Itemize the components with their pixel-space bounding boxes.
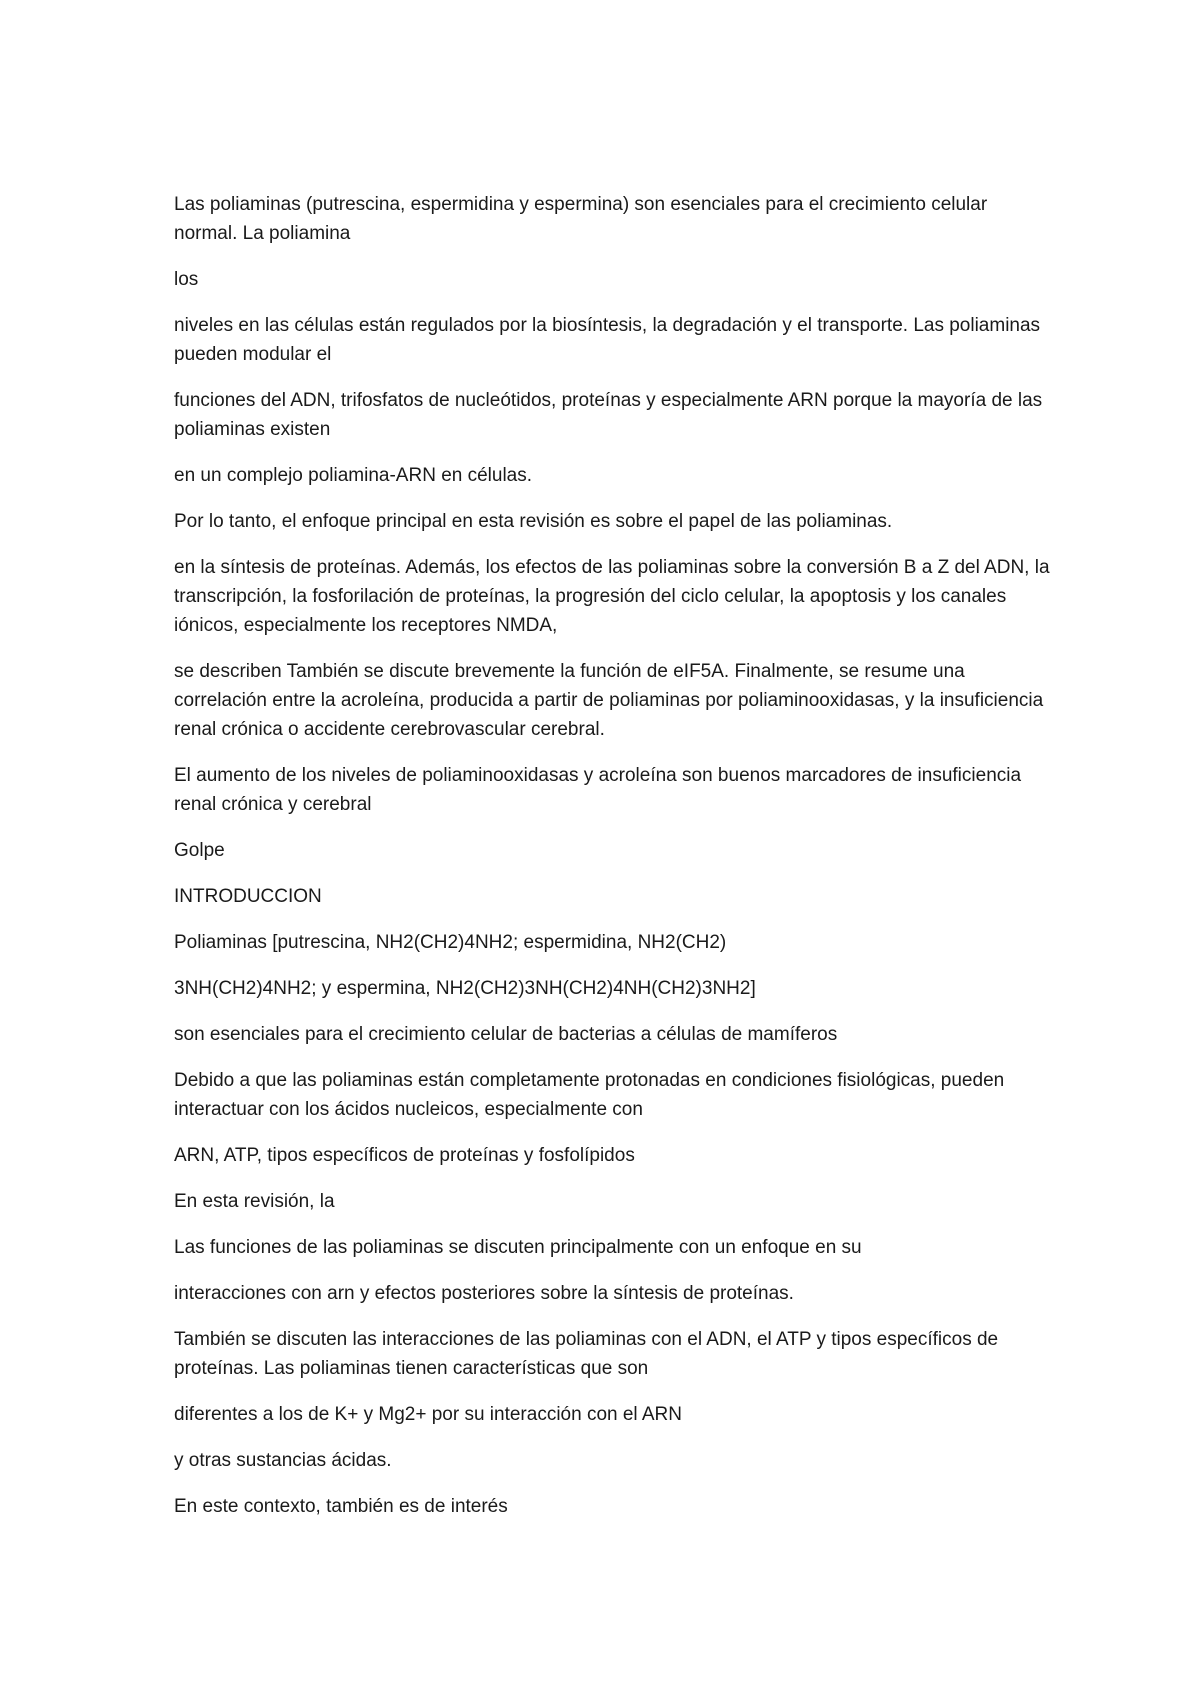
paragraph-17: En esta revisión, la bbox=[174, 1191, 335, 1212]
paragraph-18: Las funciones de las poliaminas se discuten principalmente con un enfoque en su bbox=[174, 1237, 862, 1258]
paragraph-6: Por lo tanto, el enfoque principal en esta revisión es sobre el papel de las poliaminas. bbox=[174, 511, 893, 532]
paragraph-4: funciones del ADN, trifosfatos de nucleótidos, proteínas y especialmente ARN porque la mayoría de las poliaminas existen bbox=[174, 390, 1043, 440]
paragraph-7: en la síntesis de proteínas. Además, los efectos de las poliaminas sobre la conversión B a Z del ADN, la transcripción, la fosforilación de proteínas, la progresión del ciclo celular, la apoptosis y los canales iónicos, especialmente los receptores NMDA, bbox=[174, 557, 1050, 636]
paragraph-13: 3NH(CH2)4NH2; y espermina, NH2(CH2)3NH(CH2)4NH(CH2)3NH2] bbox=[174, 978, 756, 999]
paragraph-8: se describen También se discute brevemente la función de eIF5A. Finalmente, se resume una correlación entre la acroleína, producida a partir de poliaminas por poliaminooxidasas, y la insuficiencia renal crónica o accidente cerebrovascular cerebral. bbox=[174, 661, 1044, 740]
paragraph-23: En este contexto, también es de interés bbox=[174, 1496, 508, 1517]
paragraph-15: Debido a que las poliaminas están completamente protonadas en condiciones fisiológicas, pueden interactuar con los ácidos nucleicos, especialmente con bbox=[174, 1070, 1005, 1120]
paragraph-22: y otras sustancias ácidas. bbox=[174, 1450, 392, 1471]
section-heading-introduccion: INTRODUCCION bbox=[174, 886, 322, 907]
paragraph-12: Poliaminas [putrescina, NH2(CH2)4NH2; espermidina, NH2(CH2) bbox=[174, 932, 727, 953]
document-body bbox=[174, 190, 1054, 1538]
paragraph-19: interacciones con arn y efectos posteriores sobre la síntesis de proteínas. bbox=[174, 1283, 794, 1304]
paragraph-5: en un complejo poliamina-ARN en células. bbox=[174, 465, 533, 486]
paragraph-20: También se discuten las interacciones de las poliaminas con el ADN, el ATP y tipos específicos de proteínas. Las poliaminas tienen características que son bbox=[174, 1329, 999, 1379]
paragraph-3: niveles en las células están regulados por la biosíntesis, la degradación y el transporte. Las poliaminas pueden modular el bbox=[174, 315, 1041, 365]
paragraph-9: El aumento de los niveles de poliaminooxidasas y acroleína son buenos marcadores de insuficiencia renal crónica y cerebral bbox=[174, 765, 1022, 815]
paragraph-2: los bbox=[174, 269, 199, 290]
paragraph-21: diferentes a los de K+ y Mg2+ por su interacción con el ARN bbox=[174, 1404, 682, 1425]
paragraph-16: ARN, ATP, tipos específicos de proteínas y fosfolípidos bbox=[174, 1145, 635, 1166]
paragraph-14: son esenciales para el crecimiento celular de bacterias a células de mamíferos bbox=[174, 1024, 838, 1045]
paragraph-1: Las poliaminas (putrescina, espermidina y espermina) son esenciales para el crecimiento celular normal. La poliamina bbox=[174, 194, 988, 244]
paragraph-10: Golpe bbox=[174, 840, 225, 861]
